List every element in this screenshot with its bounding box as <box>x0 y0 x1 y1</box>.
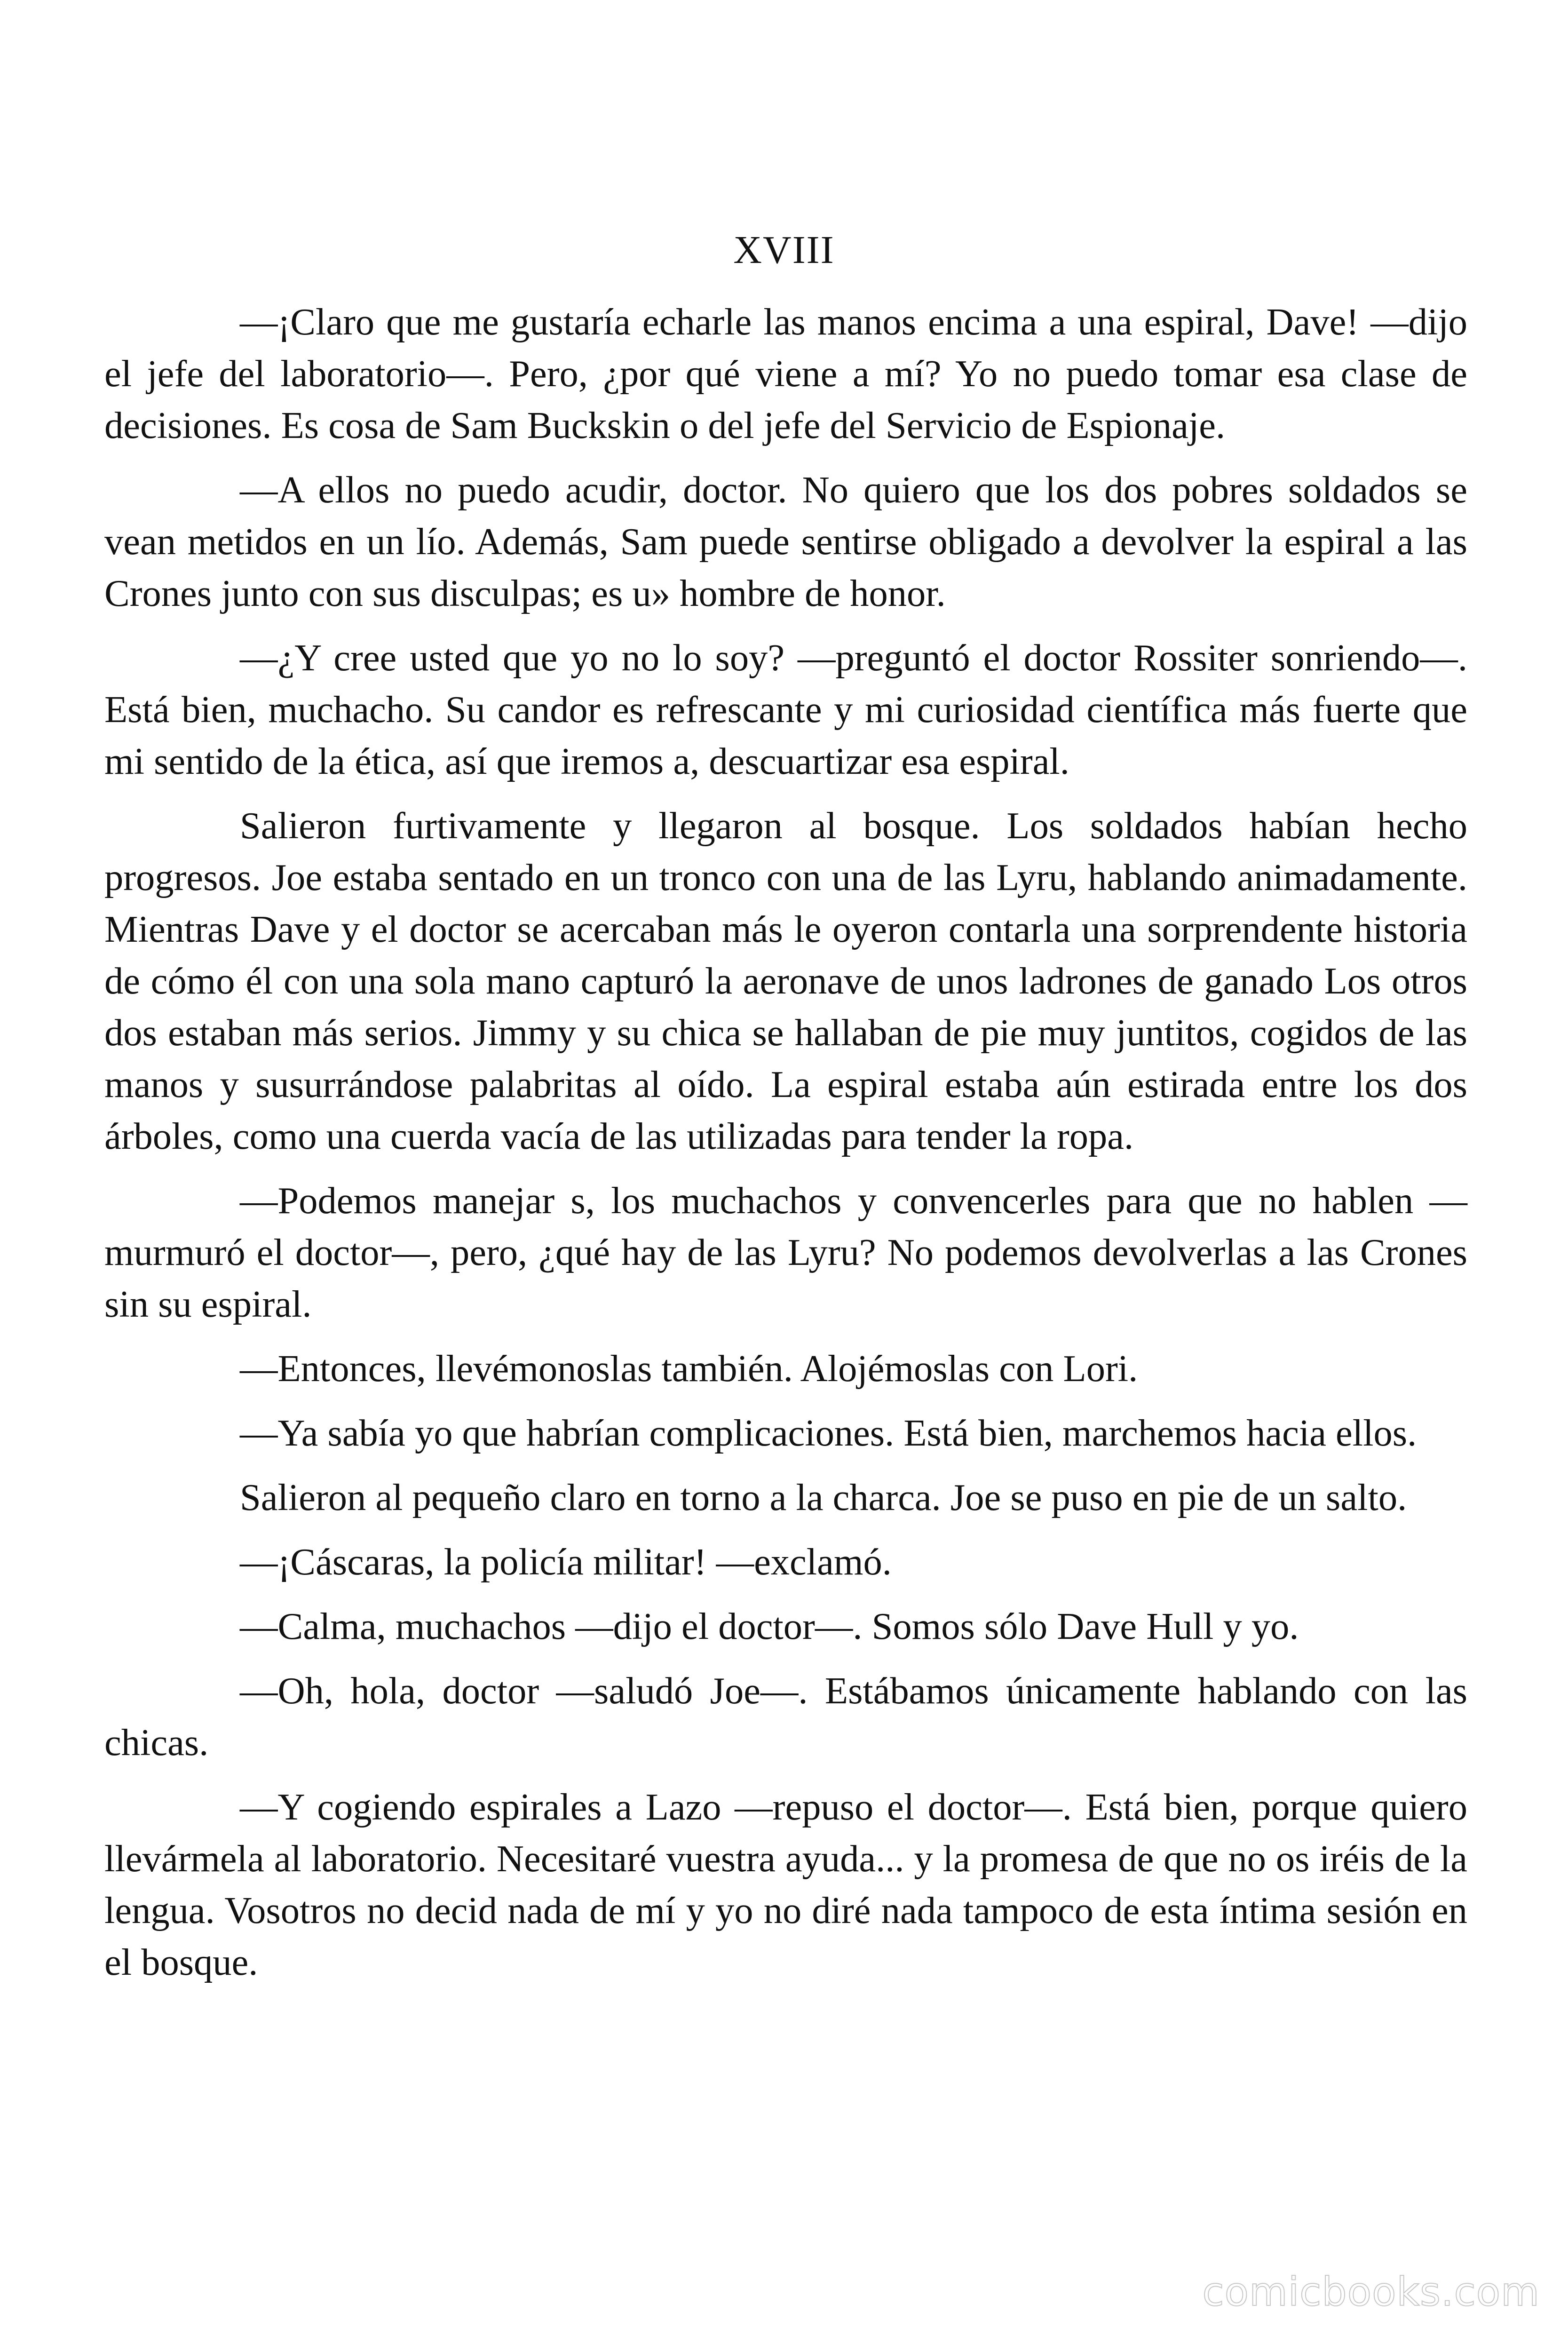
chapter-title: XVIII <box>733 228 835 272</box>
chapter-text <box>104 296 1467 2001</box>
site-watermark: comicbooks.com <box>1202 2269 1540 2315</box>
paragraph-3: —¿Y cree usted que yo no lo soy? —preguntó el doctor Rossiter sonriendo—. Está bien, muchacho. Su candor es refrescante y mi curiosidad científica más fuerte que mi sentido de la ética, así que iremos a, descuartizar esa espiral. <box>104 637 1467 782</box>
paragraph-10: —Calma, muchachos —dijo el doctor—. Somos sólo Dave Hull y yo. <box>240 1605 1299 1647</box>
paragraph-1: —¡Claro que me gustaría echarle las manos encima a una espiral, Dave! —dijo el jefe del laboratorio—. Pero, ¿por qué viene a mí? Yo no puedo tomar esa clase de decisiones. Es cosa de Sam Buckskin o del jefe del Servicio de Espionaje. <box>104 301 1467 446</box>
paragraph-12: —Y cogiendo espirales a Lazo —repuso el doctor—. Está bien, porque quiero llevármela al laboratorio. Necesitaré vuestra ayuda... y la promesa de que no os iréis de la lengua. Vosotros no decid nada de mí y yo no diré nada tampoco de esta íntima sesión en el bosque. <box>104 1786 1467 1983</box>
paragraph-7: —Ya sabía yo que habrían complicaciones. Está bien, marchemos hacia ellos. <box>240 1412 1417 1454</box>
paragraph-2: —A ellos no puedo acudir, doctor. No quiero que los dos pobres soldados se vean metidos en un lío. Además, Sam puede sentirse obligado a devolver la espiral a las Crones junto con sus disculpas; es u» hombre de honor. <box>104 469 1467 614</box>
paragraph-6: —Entonces, llevémonoslas también. Alojémoslas con Lori. <box>240 1348 1138 1390</box>
paragraph-4: Salieron furtivamente y llegaron al bosque. Los soldados habían hecho progresos. Joe estaba sentado en un tronco con una de las Lyru, hablando animadamente. Mientras Dave y el doctor se acercaban más le oyeron contarla una sorprendente historia de cómo él con una sola mano capturó la aeronave de unos ladrones de ganado Los otros dos estaban más serios. Jimmy y su chica se hallaban de pie muy juntitos, cogidos de las manos y susurrándose palabritas al oído. La espiral estaba aún estirada entre los dos árboles, como una cuerda vacía de las utilizadas para tender la ropa. <box>104 805 1467 1157</box>
paragraph-9: —¡Cáscaras, la policía militar! —exclamó. <box>240 1541 892 1583</box>
paragraph-8: Salieron al pequeño claro en torno a la charca. Joe se puso en pie de un salto. <box>240 1477 1407 1518</box>
paragraph-5: —Podemos manejar s, los muchachos y convencerles para que no hablen —murmuró el doctor—, pero, ¿qué hay de las Lyru? No podemos devolverlas a las Crones sin su espiral. <box>104 1180 1467 1325</box>
paragraph-11: —Oh, hola, doctor —saludó Joe—. Estábamos únicamente hablando con las chicas. <box>104 1670 1467 1764</box>
